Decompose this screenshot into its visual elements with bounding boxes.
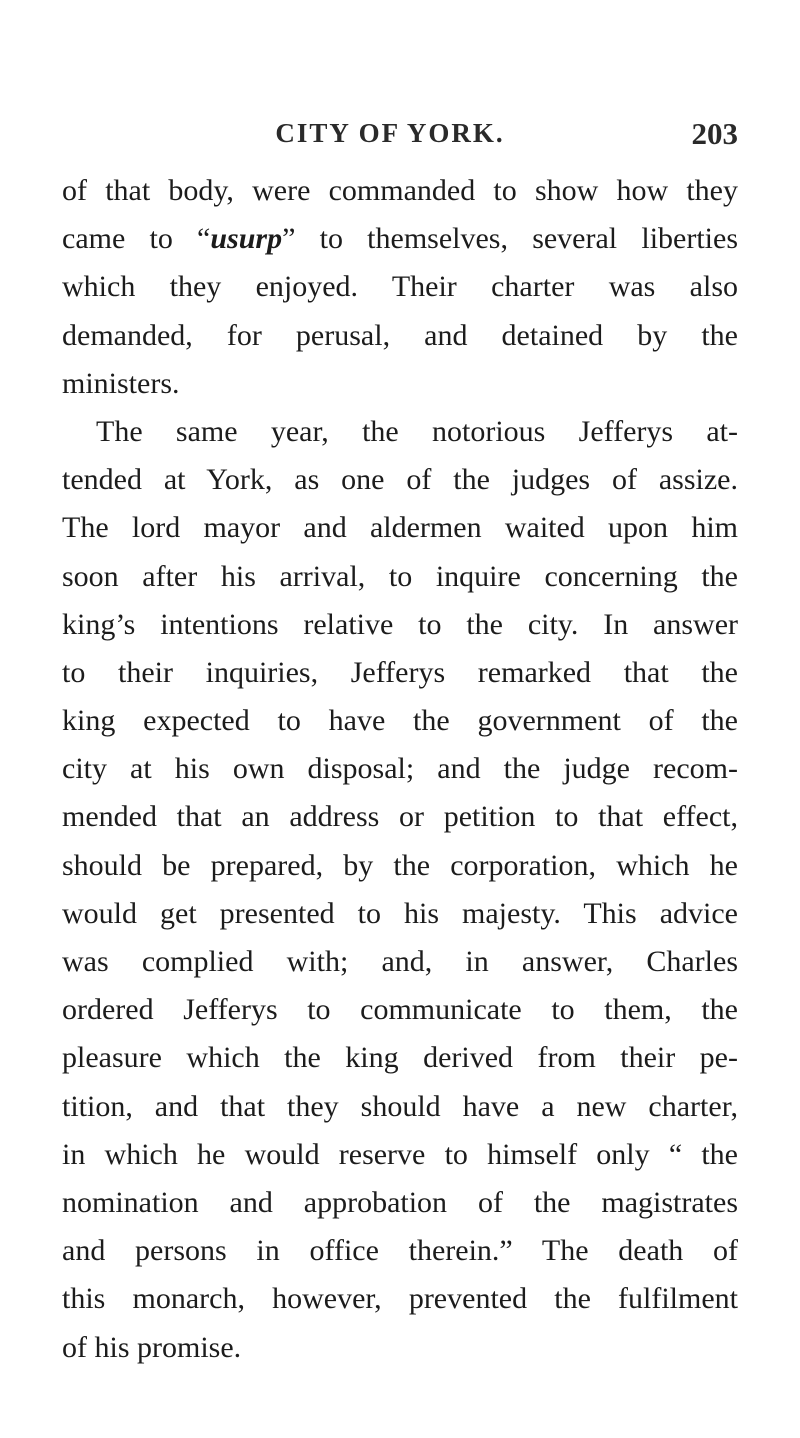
text-line: to their inquiries, Jefferys remarked that the: [62, 655, 738, 689]
text-line: nomination and approbation of the magistrates: [62, 1185, 738, 1219]
text-line: ministers.: [62, 366, 180, 400]
paragraph-2: [62, 408, 738, 1372]
text-line: king’s intentions relative to the city. In answer: [62, 607, 738, 641]
text-line: was complied with; and, in answer, Charles: [62, 945, 738, 978]
text-line: and persons in office therein.” The death of: [62, 1234, 738, 1268]
text-line: mended that an address or petition to that effect,: [62, 800, 738, 834]
paragraph-1: [62, 167, 738, 408]
text-line: would get presented to his majesty. This advice: [62, 896, 738, 930]
text-line: soon after his arrival, to inquire concerning the: [62, 559, 738, 593]
text-line: king expected to have the government of the: [62, 704, 738, 738]
text-line: The same year, the notorious Jefferys at-: [96, 414, 738, 448]
text-line: of that body, were commanded to show how they: [62, 174, 738, 207]
running-title: CITY OF YORK.: [275, 118, 505, 148]
text-line: city at his own disposal; and the judge recom-: [62, 752, 738, 786]
text-line: The lord mayor and aldermen waited upon him: [62, 511, 738, 545]
text-line: which they enjoyed. Their charter was also: [62, 270, 738, 304]
text-line: tended at York, as one of the judges of assize.: [62, 463, 738, 497]
text-line: of his promise.: [62, 1330, 242, 1364]
text-line: in which he would reserve to himself only “ the: [62, 1137, 738, 1171]
running-header: [0, 118, 800, 158]
text-line: [62, 215, 738, 263]
text-line: ordered Jefferys to communicate to them, the: [62, 993, 738, 1027]
text-segment: ” to themselves, several liberties: [282, 222, 738, 256]
text-line: tition, and that they should have a new charter,: [62, 1089, 738, 1123]
text-line: should be prepared, by the corporation, which he: [62, 848, 738, 882]
text-segment: came to “: [62, 222, 211, 256]
text-line: demanded, for perusal, and detained by the: [62, 318, 738, 352]
body-text: [62, 167, 738, 1372]
text-line: pleasure which the king derived from their pe-: [62, 1041, 738, 1075]
italic-word: usurp: [210, 222, 283, 256]
page-number: 203: [691, 116, 738, 151]
text-line: this monarch, however, prevented the fulfilment: [62, 1282, 738, 1316]
